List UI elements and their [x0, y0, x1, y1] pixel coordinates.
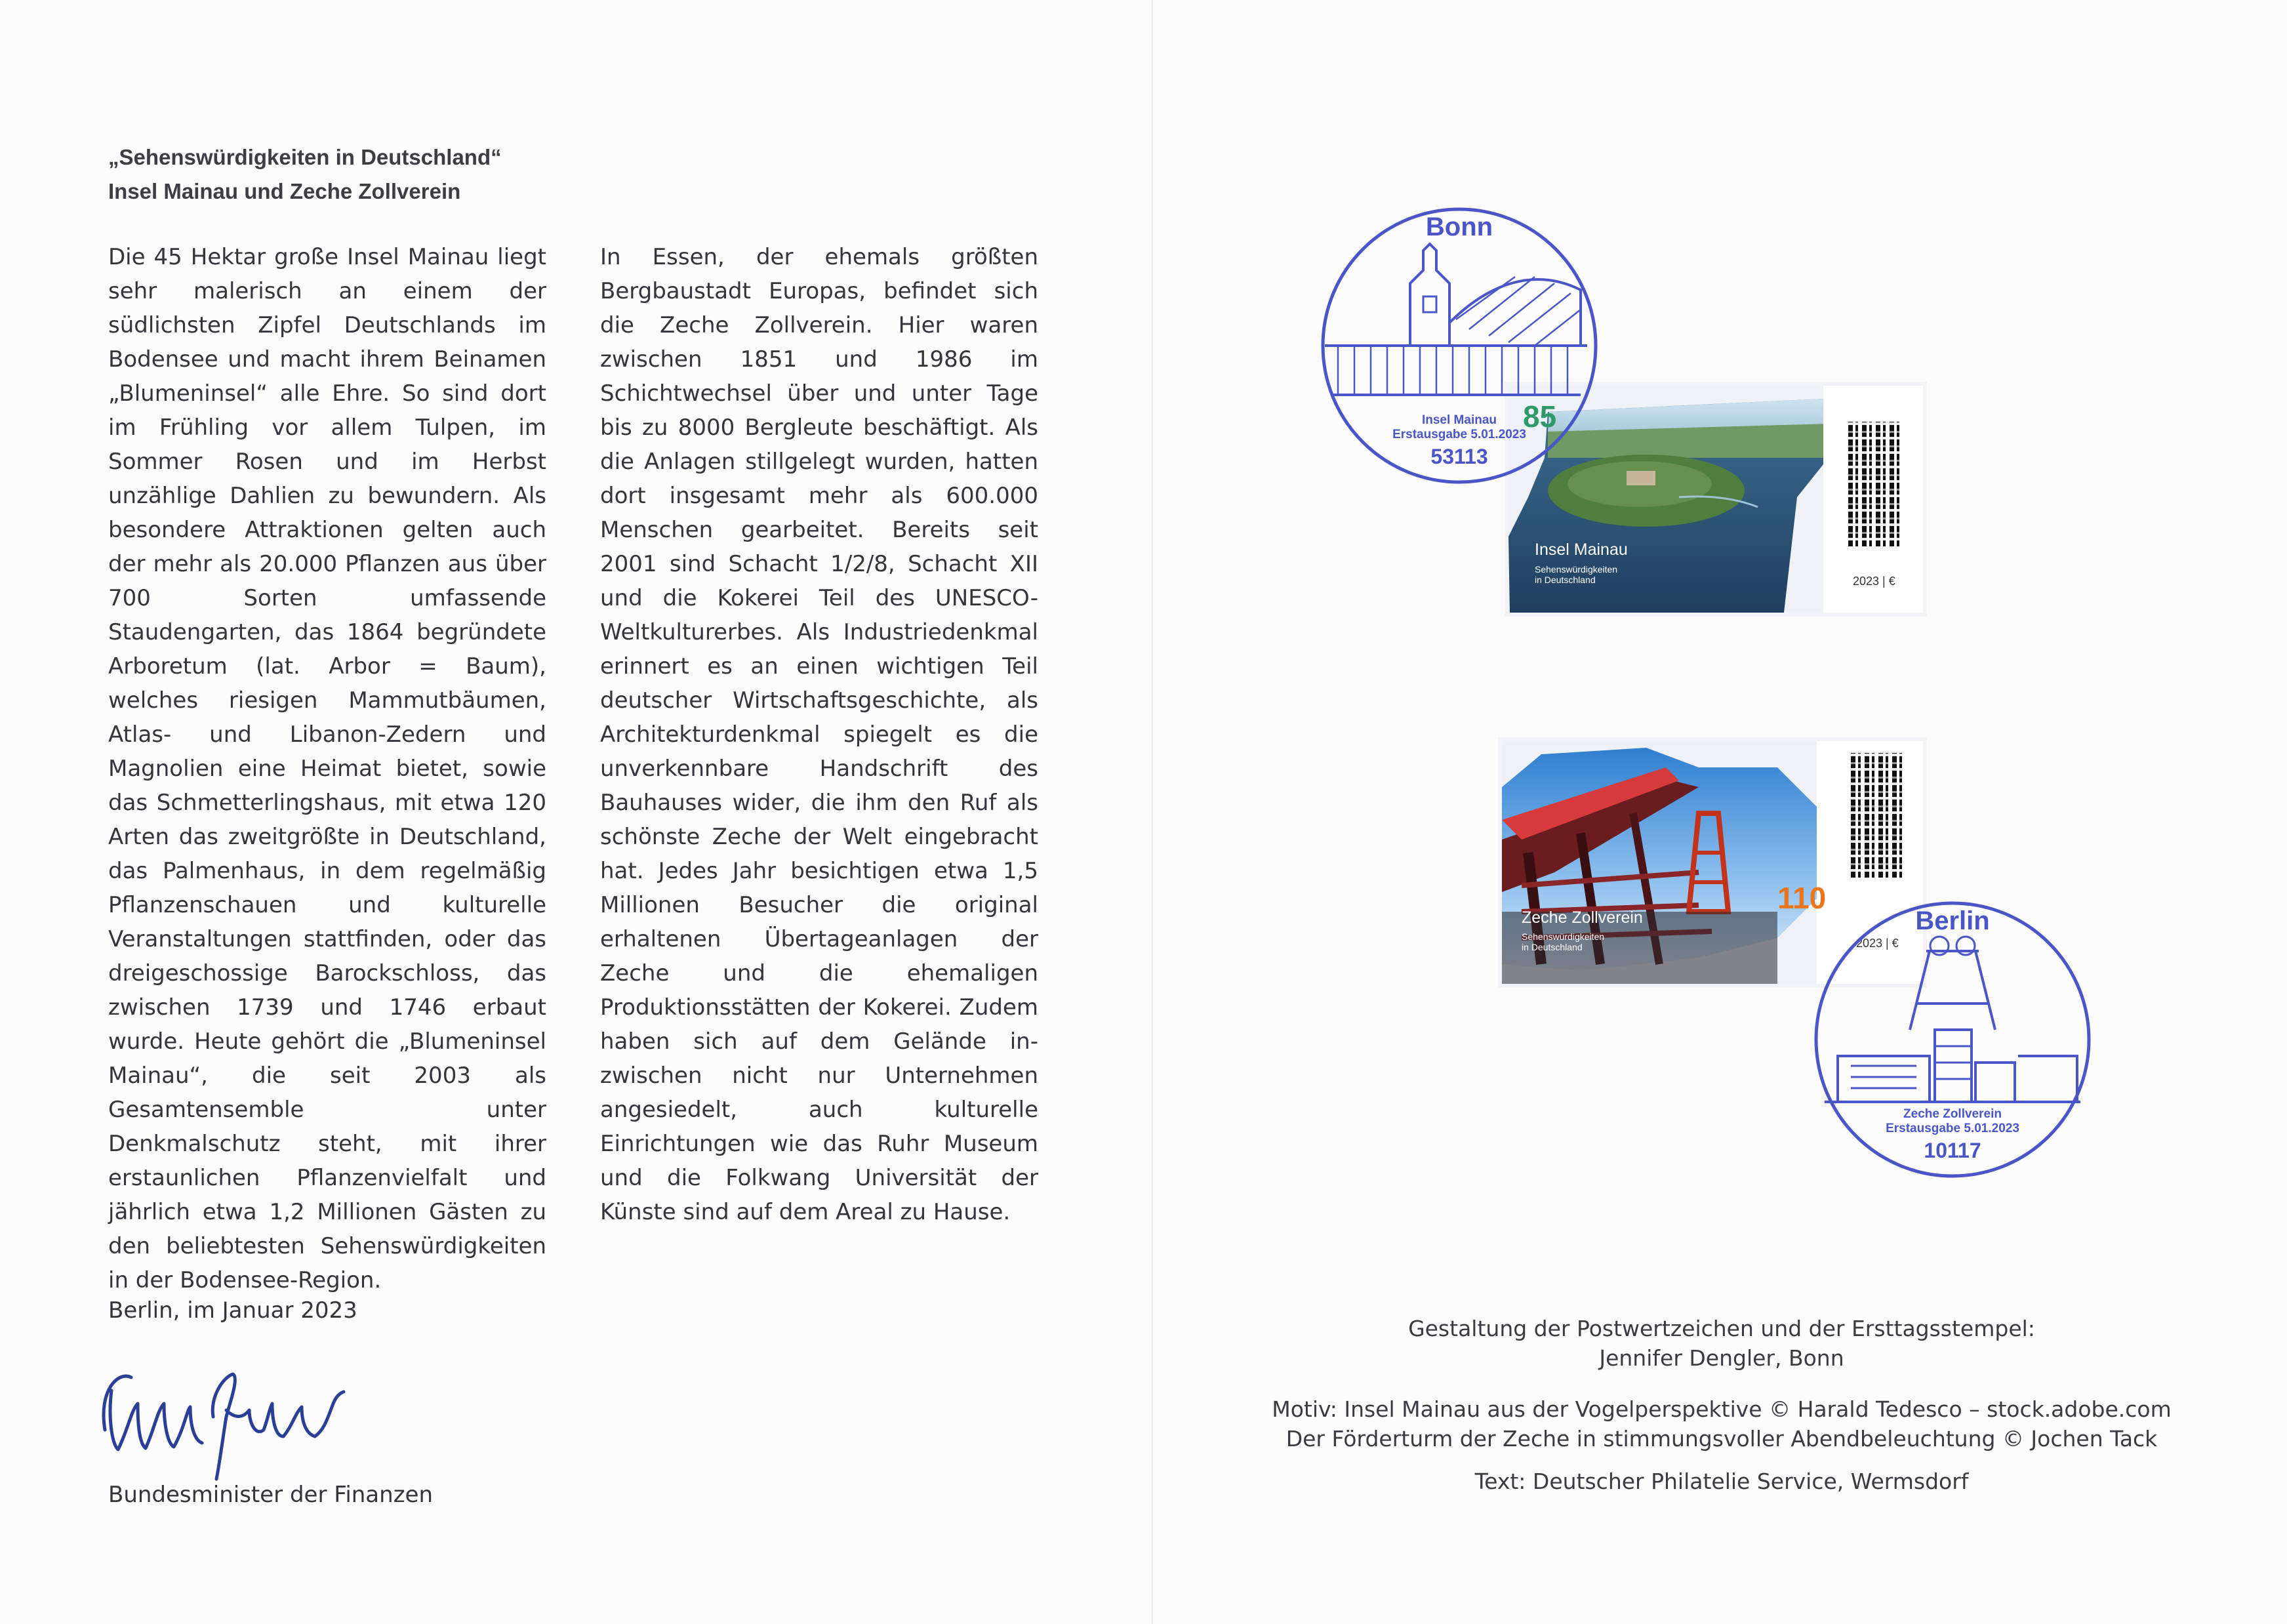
postmark-zip: 53113 — [1430, 445, 1488, 468]
body-column-zollverein: In Essen, der ehemals größten Bergbaustadt Europas, befindet sich die Zeche Zollverein. Hier waren zwischen 1851 und 1986 im Schichtwechsel über und unter Tage bis zu 8000 Bergleute beschäftigt. Als die Anlagen stillgelegt wurden, hatten dort insgesamt mehr als 600.000 Menschen gearbeitet. Bereits seit 2001 sind Schacht 1/2/8, Schacht XII und die Kokerei Teil des UNESCO-Weltkulturerbes. Als Industriedenkmal erinnert es an einen wichtigen Teil deutscher Wirtschaftsgeschichte, als Architekturdenkmal spiegelt es die unverkennbare Handschrift des Bauhauses wider, die ihm den Ruf als schönste Zeche der Welt eingebracht hat. Jedes Jahr besichtigen etwa 1,5 Millionen Besucher die original erhaltenen Übertageanlagen der Zeche und die ehemaligen Produktionsstätten der Kokerei. Zudem haben sich auf dem Gelände inzwischen nicht nur Unternehmen angesiedelt, auch kulturelle Einrichtungen wie das Ruhr Museum und die Folkwang Universität der Künste sind auf dem Areal zu Hause. — [600, 244, 1038, 1225]
signature-image — [92, 1338, 400, 1482]
stamp-subtitle: Sehenswürdigkeiten in Deutschland — [1535, 564, 1618, 585]
postmark-city: Berlin — [1915, 906, 1990, 935]
postmark-city: Bonn — [1425, 213, 1493, 241]
stamp-subtitle: Sehenswürdigkeiten in Deutschland — [1522, 931, 1605, 952]
credits — [1181, 1314, 2263, 1496]
postmark-zip: 10117 — [1924, 1139, 1981, 1162]
matrix-code — [1848, 422, 1903, 546]
postmark-line2: Erstausgabe 5.01.2023 — [1392, 428, 1526, 441]
stamp-year: 2023 | € — [1856, 937, 1899, 950]
matrix-code — [1851, 753, 1906, 878]
stamp-year: 2023 | € — [1853, 575, 1895, 588]
postmark-bonn — [1318, 205, 1600, 487]
postmark-line1: Insel Mainau — [1421, 413, 1497, 427]
stamp-value: 85 — [1523, 399, 1557, 434]
postmark-line2: Erstausgabe 5.01.2023 — [1886, 1122, 2019, 1135]
postmark-line1: Zeche Zollverein — [1903, 1107, 2002, 1121]
stamp-title: Zeche Zollverein — [1522, 908, 1643, 927]
credit-motif-line2: Der Förderturm der Zeche in stimmungsvoller Abendbeleuchtung © Jochen Tack — [1285, 1426, 2158, 1451]
body-column-mainau: Die 45 Hektar große Insel Mainau liegt sehr malerisch an einem der südlichsten Zipfel Deutschlands im Bodensee und macht ihrem Beinamen „Blumeninsel“ alle Ehre. So sind dort im Frühling vor allem Tulpen, im Sommer Rosen und im Herbst unzählige Dahlien zu bewundern. Als besondere Attraktionen gelten auch der mehr als 20.000 Pflanzen aus über 700 Sorten umfassende Staudengarten, das 1864 begründete Arboretum (lat. Arbor = Baum), welches riesigen Mammutbäumen, Atlas- und Libanon-Zedern und Magnolien eine Heimat bietet, sowie das Schmetterlingshaus, mit etwa 120 Arten das zweitgrößte in Deutschland, das Palmenhaus, in dem regelmäßig Pflanzenschauen und kulturelle Veranstaltungen stattfinden, oder das dreigeschossige Barockschloss, das zwischen 1739 und 1746 erbaut wurde. Heute gehört die „Blumeninsel Mainau“, die seit 2003 als Gesamtensemble unter Denkmalschutz steht, mit ihrer erstaunlichen Pflanzenvielfalt und jährlich etwa 1,2 Millionen Gästen zu den beliebtesten Sehenswürdigkeiten in der Bodensee-Region. — [108, 244, 546, 1293]
headline-title: „Sehenswürdigkeiten in Deutschland“ — [108, 145, 502, 169]
credit-motif-line1: Motiv: Insel Mainau aus der Vogelperspektive © Harald Tedesco – stock.adobe.com — [1272, 1396, 2172, 1422]
stamp-title: Insel Mainau — [1535, 540, 1628, 559]
headline — [108, 140, 698, 209]
place-date: Berlin, im Januar 2023 — [108, 1297, 357, 1324]
signatory-title: Bundesminister der Finanzen — [108, 1482, 434, 1508]
credit-design-line2: Jennifer Dengler, Bonn — [1599, 1345, 1844, 1371]
stamp-value: 110 — [1777, 881, 1827, 915]
postmark-berlin — [1811, 899, 2094, 1181]
headline-subtitle: Insel Mainau und Zeche Zollverein — [108, 179, 461, 203]
credit-text-line: Text: Deutscher Philatelie Service, Wermsdorf — [1474, 1469, 1969, 1494]
credit-design-line1: Gestaltung der Postwertzeichen und der Ersttagsstempel: — [1408, 1316, 2035, 1341]
